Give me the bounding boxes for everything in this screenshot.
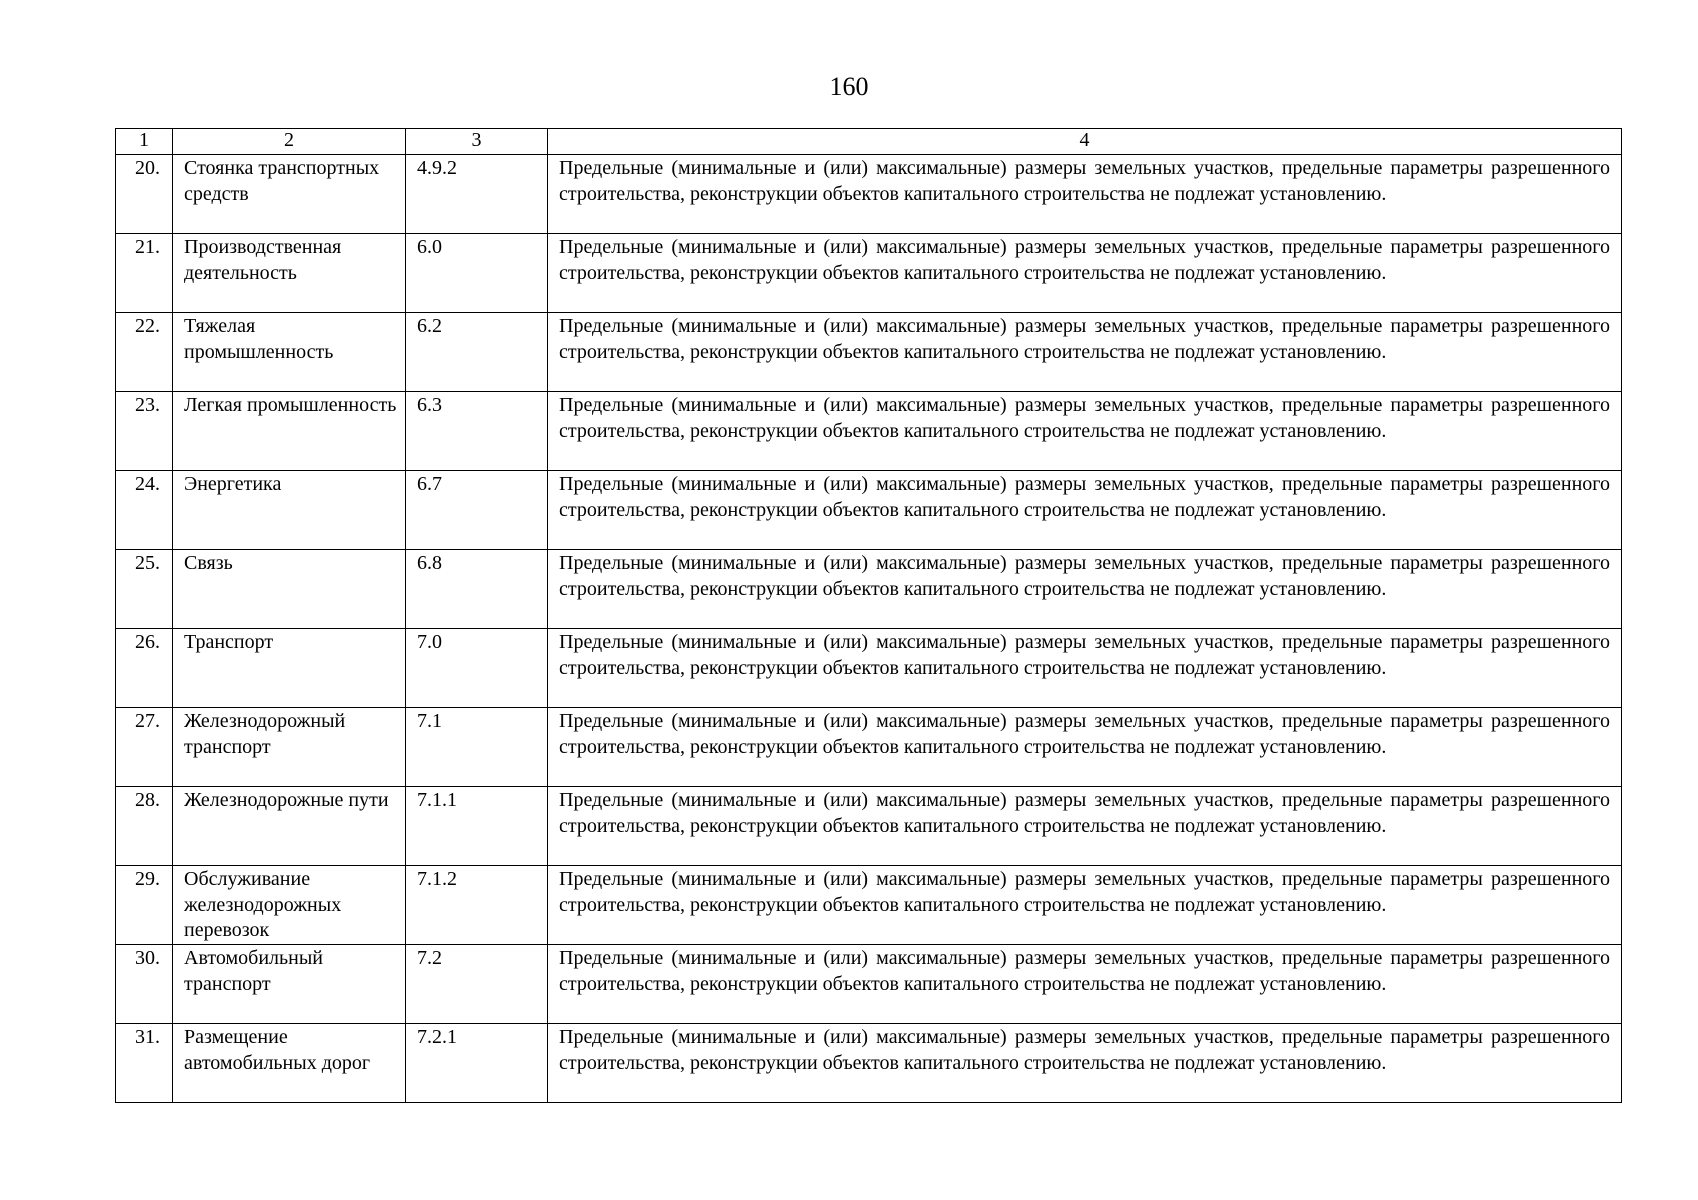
land-use-code: 6.3 (406, 392, 548, 471)
parameters-text: Предельные (минимальные и (или) максимальные) размеры земельных участков, предельные параметры разрешенного строительства, реконструкции объектов капитального строительства не подлежат установлению. (548, 945, 1622, 1024)
row-number: 30. (116, 945, 173, 1024)
land-use-name: Железнодорожные пути (173, 787, 406, 866)
row-number: 31. (116, 1024, 173, 1103)
land-use-name: Производственная деятельность (173, 234, 406, 313)
row-number: 29. (116, 866, 173, 945)
row-number: 23. (116, 392, 173, 471)
row-number: 21. (116, 234, 173, 313)
column-number-2: 2 (173, 129, 406, 155)
parameters-text: Предельные (минимальные и (или) максимальные) размеры земельных участков, предельные параметры разрешенного строительства, реконструкции объектов капитального строительства не подлежат установлению. (548, 550, 1622, 629)
parameters-text: Предельные (минимальные и (или) максимальные) размеры земельных участков, предельные параметры разрешенного строительства, реконструкции объектов капитального строительства не подлежат установлению. (548, 155, 1622, 234)
land-use-code: 7.1.1 (406, 787, 548, 866)
table-row (116, 708, 1622, 787)
table-row (116, 155, 1622, 234)
row-number: 28. (116, 787, 173, 866)
table-row (116, 787, 1622, 866)
land-use-code: 4.9.2 (406, 155, 548, 234)
table-row (116, 234, 1622, 313)
row-number: 25. (116, 550, 173, 629)
page-number: 160 (829, 72, 869, 101)
land-use-code: 7.1 (406, 708, 548, 787)
land-use-name: Тяжелая промышленность (173, 313, 406, 392)
table-row (116, 313, 1622, 392)
land-use-code: 7.0 (406, 629, 548, 708)
row-number: 27. (116, 708, 173, 787)
parameters-text: Предельные (минимальные и (или) максимальные) размеры земельных участков, предельные параметры разрешенного строительства, реконструкции объектов капитального строительства не подлежат установлению. (548, 1024, 1622, 1103)
land-use-name: Размещение автомобильных дорог (173, 1024, 406, 1103)
land-use-name: Железнодорожный транспорт (173, 708, 406, 787)
table-row (116, 471, 1622, 550)
land-use-name: Энергетика (173, 471, 406, 550)
table-row (116, 945, 1622, 1024)
land-use-name: Автомобильный транспорт (173, 945, 406, 1024)
table-row (116, 550, 1622, 629)
land-use-code: 6.2 (406, 313, 548, 392)
parameters-text: Предельные (минимальные и (или) максимальные) размеры земельных участков, предельные параметры разрешенного строительства, реконструкции объектов капитального строительства не подлежат установлению. (548, 234, 1622, 313)
land-use-code: 7.1.2 (406, 866, 548, 945)
parameters-text: Предельные (минимальные и (или) максимальные) размеры земельных участков, предельные параметры разрешенного строительства, реконструкции объектов капитального строительства не подлежат установлению. (548, 866, 1622, 945)
column-number-3: 3 (406, 129, 548, 155)
parameters-text: Предельные (минимальные и (или) максимальные) размеры земельных участков, предельные параметры разрешенного строительства, реконструкции объектов капитального строительства не подлежат установлению. (548, 313, 1622, 392)
table-row (116, 1024, 1622, 1103)
land-use-code: 6.8 (406, 550, 548, 629)
row-number: 20. (116, 155, 173, 234)
row-number: 24. (116, 471, 173, 550)
land-use-table (115, 128, 1622, 1103)
land-use-name: Обслуживание железнодорожных перевозок (173, 866, 406, 945)
column-number-4: 4 (548, 129, 1622, 155)
land-use-code: 7.2 (406, 945, 548, 1024)
land-use-code: 7.2.1 (406, 1024, 548, 1103)
row-number: 22. (116, 313, 173, 392)
table-row (116, 629, 1622, 708)
parameters-text: Предельные (минимальные и (или) максимальные) размеры земельных участков, предельные параметры разрешенного строительства, реконструкции объектов капитального строительства не подлежат установлению. (548, 629, 1622, 708)
table-row (116, 392, 1622, 471)
column-number-1: 1 (116, 129, 173, 155)
parameters-text: Предельные (минимальные и (или) максимальные) размеры земельных участков, предельные параметры разрешенного строительства, реконструкции объектов капитального строительства не подлежат установлению. (548, 471, 1622, 550)
row-number: 26. (116, 629, 173, 708)
table-body (116, 129, 1622, 1103)
parameters-text: Предельные (минимальные и (или) максимальные) размеры земельных участков, предельные параметры разрешенного строительства, реконструкции объектов капитального строительства не подлежат установлению. (548, 708, 1622, 787)
land-use-name: Легкая промышленность (173, 392, 406, 471)
land-use-code: 6.0 (406, 234, 548, 313)
parameters-text: Предельные (минимальные и (или) максимальные) размеры земельных участков, предельные параметры разрешенного строительства, реконструкции объектов капитального строительства не подлежат установлению. (548, 392, 1622, 471)
parameters-text: Предельные (минимальные и (или) максимальные) размеры земельных участков, предельные параметры разрешенного строительства, реконструкции объектов капитального строительства не подлежат установлению. (548, 787, 1622, 866)
land-use-code: 6.7 (406, 471, 548, 550)
land-use-name: Транспорт (173, 629, 406, 708)
table-row (116, 866, 1622, 945)
land-use-name: Связь (173, 550, 406, 629)
land-use-name: Стоянка транспортных средств (173, 155, 406, 234)
column-number-row (116, 129, 1622, 155)
